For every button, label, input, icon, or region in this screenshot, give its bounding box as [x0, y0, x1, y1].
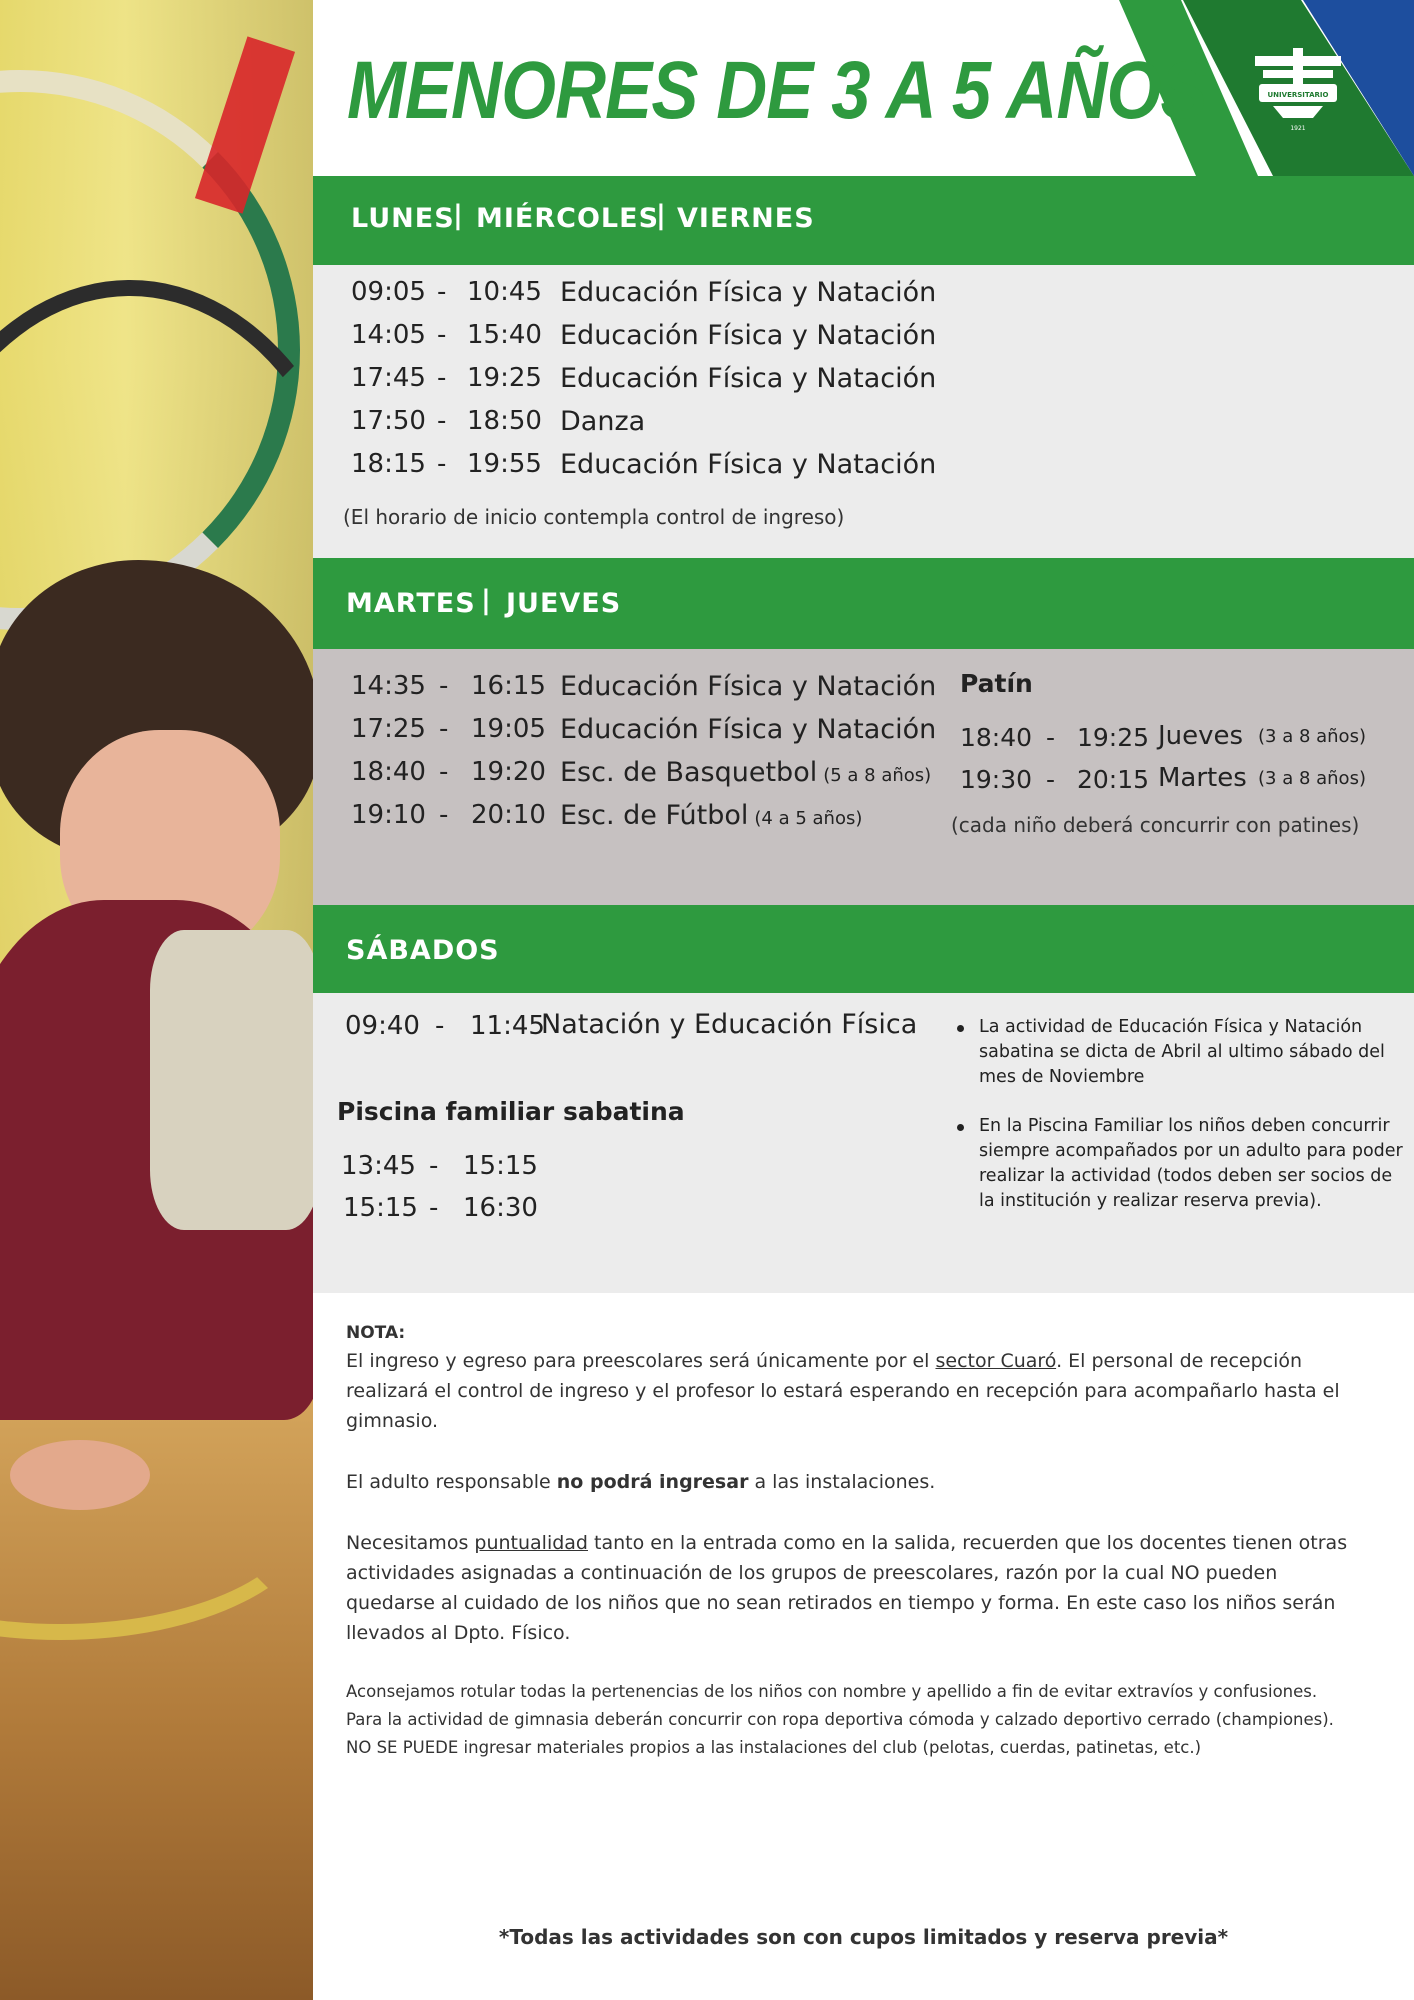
- time-start: 19:10: [351, 800, 426, 830]
- patin-title: Patín: [960, 669, 1033, 698]
- time-start: 18:40: [960, 723, 1033, 752]
- time-end: 19:05: [471, 714, 546, 744]
- notes-text: Necesitamos: [346, 1532, 475, 1554]
- svg-text:1921: 1921: [1290, 125, 1306, 132]
- activity-name: Danza: [560, 406, 646, 437]
- schedule-footnote: (El horario de inicio contempla control de ingreso): [343, 505, 845, 529]
- notes-text: El ingreso y egreso para preescolares será únicamente por el: [346, 1350, 936, 1372]
- time-dash: -: [439, 671, 449, 701]
- page-title: MENORES DE 3 A 5 AÑOS: [347, 45, 1207, 136]
- patin-day: Jueves: [1158, 721, 1244, 751]
- day-separator: |: [453, 200, 464, 231]
- time-dash: -: [437, 277, 447, 307]
- time-end: 15:15: [463, 1151, 538, 1181]
- info-bullet: La actividad de Educación Física y Natación sabatina se dicta de Abril al ultimo sábado del mes de Noviembre: [953, 1015, 1403, 1090]
- time-end: 16:30: [463, 1193, 538, 1223]
- time-start: 18:15: [351, 449, 426, 479]
- notes-paragraph: [346, 1467, 1366, 1497]
- time-dash: -: [437, 406, 447, 436]
- time-start: 14:35: [351, 671, 426, 701]
- saturday-info-list: [953, 1015, 1403, 1238]
- notes-paragraph: [346, 1346, 1366, 1436]
- activity-name: Esc. de Fútbol: [560, 800, 749, 831]
- svg-text:UNIVERSITARIO: UNIVERSITARIO: [1267, 91, 1329, 99]
- activity-name: Educación Física y Natación: [560, 671, 937, 702]
- time-dash: -: [1046, 723, 1056, 752]
- time-dash: -: [1046, 765, 1056, 794]
- activity-cell: [560, 671, 942, 702]
- time-start: 09:05: [351, 277, 426, 307]
- day-separator: |: [481, 585, 492, 616]
- schedule-panel-1: [313, 265, 1414, 558]
- time-dash: -: [435, 1011, 445, 1041]
- activity-name: Educación Física y Natación: [560, 449, 937, 480]
- notes-emphasis: no podrá ingresar: [556, 1471, 749, 1493]
- notes-text: . El personal de recepción realizará el control de ingreso y el profesor lo estará esperando en recepción para acompañarlo hasta el gimnasio.: [346, 1350, 1340, 1432]
- time-start: 13:45: [341, 1151, 416, 1181]
- time-end: 16:15: [471, 671, 546, 701]
- day-label: JUEVES: [506, 588, 622, 619]
- age-note: (3 a 8 años): [1258, 768, 1366, 789]
- notes-small: Para la actividad de gimnasia deberán concurrir con ropa deportiva cómoda y calzado deportivo cerrado (championes).: [346, 1710, 1334, 1729]
- activity-name: Natación y Educación Física: [541, 1009, 918, 1040]
- time-start: 09:40: [345, 1011, 420, 1041]
- day-separator: |: [656, 200, 667, 231]
- schedule-panel-2: [313, 649, 1414, 905]
- time-start: 19:30: [960, 765, 1033, 794]
- time-start: 15:15: [343, 1193, 418, 1223]
- activity-name: Educación Física y Natación: [560, 363, 937, 394]
- day-label: MARTES: [346, 588, 476, 619]
- time-end: 18:50: [467, 406, 542, 436]
- day-label: MIÉRCOLES: [476, 203, 660, 234]
- time-dash: -: [439, 800, 449, 830]
- notes-paragraph: [346, 1528, 1366, 1648]
- activity-name: Educación Física y Natación: [560, 277, 937, 308]
- notes-text: tanto en la entrada como en la salida, recuerden que los docentes tienen otras actividades asignadas a continuación de los grupos de preescolares, razón por la cual NO pueden quedarse al cuidado de los niños que no sean retirados en tiempo y forma. En este caso los niños serán llevados al Dpto. Físico.: [346, 1532, 1348, 1644]
- time-end: 11:45: [470, 1011, 545, 1041]
- time-end: 20:10: [471, 800, 546, 830]
- time-dash: -: [439, 757, 449, 787]
- time-dash: -: [437, 449, 447, 479]
- day-label: SÁBADOS: [346, 935, 500, 966]
- time-dash: -: [437, 363, 447, 393]
- notes-text: a las instalaciones.: [748, 1471, 936, 1493]
- activity-name: Educación Física y Natación: [560, 714, 937, 745]
- activity-cell: [560, 757, 931, 788]
- club-logo-icon: [1253, 48, 1343, 134]
- notes-section: [346, 1320, 1366, 1762]
- child-shirt: [150, 930, 313, 1230]
- time-end: 10:45: [467, 277, 542, 307]
- notes-underline: puntualidad: [474, 1532, 588, 1554]
- time-end: 19:25: [1077, 723, 1150, 752]
- activity-name: Educación Física y Natación: [560, 320, 937, 351]
- time-end: 15:40: [467, 320, 542, 350]
- time-start: 18:40: [351, 757, 426, 787]
- time-start: 17:50: [351, 406, 426, 436]
- time-start: 14:05: [351, 320, 426, 350]
- time-start: 17:25: [351, 714, 426, 744]
- time-end: 19:25: [467, 363, 542, 393]
- footer-note: *Todas las actividades son con cupos limitados y reserva previa*: [498, 1925, 1229, 1949]
- time-end: 19:20: [471, 757, 546, 787]
- time-start: 17:45: [351, 363, 426, 393]
- time-dash: -: [439, 714, 449, 744]
- age-note: (4 a 5 años): [754, 808, 863, 829]
- sector-link: sector Cuaró: [935, 1350, 1057, 1372]
- section-bar-sabados: [313, 905, 1414, 993]
- activity-cell: [560, 714, 942, 745]
- time-dash: -: [437, 320, 447, 350]
- info-bullet: En la Piscina Familiar los niños deben concurrir siempre acompañados por un adulto para poder realizar la actividad (todos deben ser socios de la institución y realizar reserva previa).: [953, 1114, 1403, 1214]
- child-hand: [10, 1440, 150, 1510]
- notes-text: El adulto responsable: [346, 1471, 557, 1493]
- time-end: 20:15: [1077, 765, 1150, 794]
- notes-heading: NOTA:: [346, 1323, 406, 1343]
- patin-footnote: (cada niño deberá concurrir con patines): [951, 813, 1360, 837]
- time-dash: -: [429, 1193, 439, 1223]
- time-end: 19:55: [467, 449, 542, 479]
- notes-small: Aconsejamos rotular todas la pertenencias de los niños con nombre y apellido a fin de evitar extravíos y confusiones.: [346, 1682, 1318, 1701]
- day-label: VIERNES: [677, 203, 815, 234]
- notes-small: NO SE PUEDE ingresar materiales propios a las instalaciones del club (pelotas, cuerdas, patinetas, etc.): [346, 1738, 1202, 1757]
- age-note: (3 a 8 años): [1258, 726, 1366, 747]
- section-bar-martes-jueves: [313, 558, 1414, 649]
- section-bar-lunes-miercoles-viernes: [313, 176, 1414, 265]
- activity-cell: [560, 800, 862, 831]
- time-dash: -: [429, 1151, 439, 1181]
- age-note: (5 a 8 años): [823, 765, 932, 786]
- schedule-panel-3: [313, 993, 1414, 1293]
- day-label: LUNES: [351, 203, 455, 234]
- child-photo: [0, 0, 313, 2000]
- piscina-title: Piscina familiar sabatina: [337, 1097, 685, 1126]
- activity-name: Esc. de Basquetbol: [560, 757, 818, 788]
- page-header: [313, 0, 1414, 176]
- patin-day: Martes: [1158, 763, 1247, 793]
